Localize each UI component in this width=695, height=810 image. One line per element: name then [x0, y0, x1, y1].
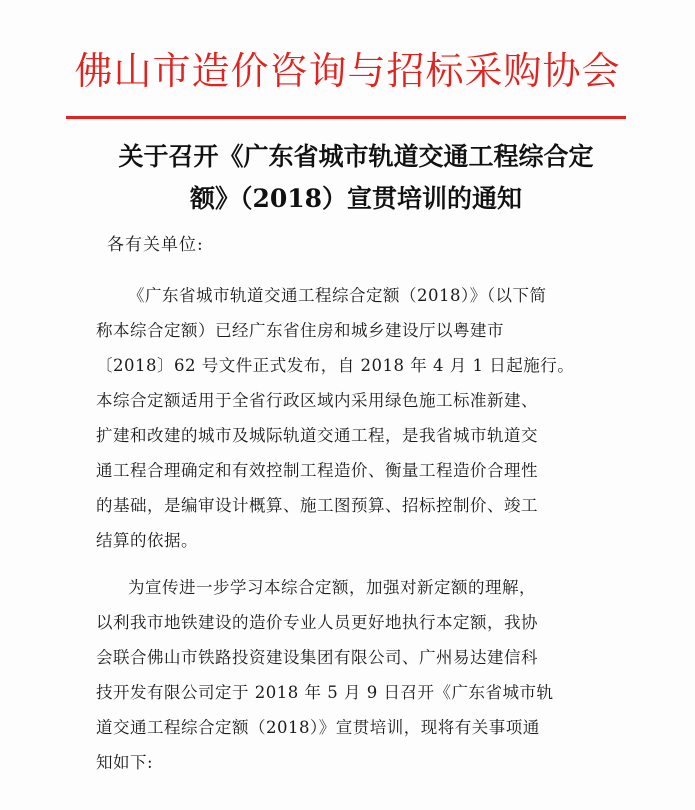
- paragraph-1-line: 《广东省城市轨道交通工程综合定额（2018）》（以下简: [128, 286, 547, 305]
- paragraph-1-line: 的基础，是编审设计概算、施工图预算、招标控制价、竣工: [96, 496, 538, 515]
- paragraph-2-line: 知如下:: [96, 753, 154, 772]
- paragraph-1-line: 称本综合定额）已经广东省住房和城乡建设厅以粤建市: [96, 321, 504, 340]
- salutation: 各有关单位:: [107, 235, 204, 255]
- paragraph-1-line: 本综合定额适用于全省行政区域内采用绿色施工标准新建、: [96, 391, 538, 410]
- paragraph-1-line: 通工程合理确定和有效控制工程造价、衡量工程造价合理性: [96, 461, 538, 480]
- paragraph-1-line: 〔2018〕62 号文件正式发布，自 2018 年 4 月 1 日起施行。: [96, 356, 575, 375]
- header-red-rule: [66, 116, 626, 119]
- paragraph-1-line: 结算的依据。: [96, 531, 198, 550]
- paragraph-2-line: 道交通工程综合定额（2018）》宣贯培训，现将有关事项通: [96, 718, 540, 737]
- document-title: [96, 136, 616, 220]
- paragraph-2-line: 会联合佛山市铁路投资建设集团有限公司、广州易达建信科: [96, 648, 538, 667]
- paragraph-2-line: 以利我市地铁建设的造价专业人员更好地执行本定额，我协: [96, 613, 538, 632]
- paragraph-2-line: 技开发有限公司定于 2018 年 5 月 9 日召开《广东省城市轨: [96, 683, 554, 702]
- paragraph-2-line: 为宣传进一步学习本综合定额，加强对新定额的理解，: [128, 578, 536, 597]
- organization-header: 佛山市造价咨询与招标采购协会: [74, 49, 621, 93]
- paragraph-1-line: 扩建和改建的城市及城际轨道交通工程，是我省城市轨道交: [96, 426, 538, 445]
- title-line-1: 关于召开《广东省城市轨道交通工程综合定: [118, 142, 594, 171]
- title-line-2: 额》（2018）宣贯培训的通知: [189, 184, 523, 213]
